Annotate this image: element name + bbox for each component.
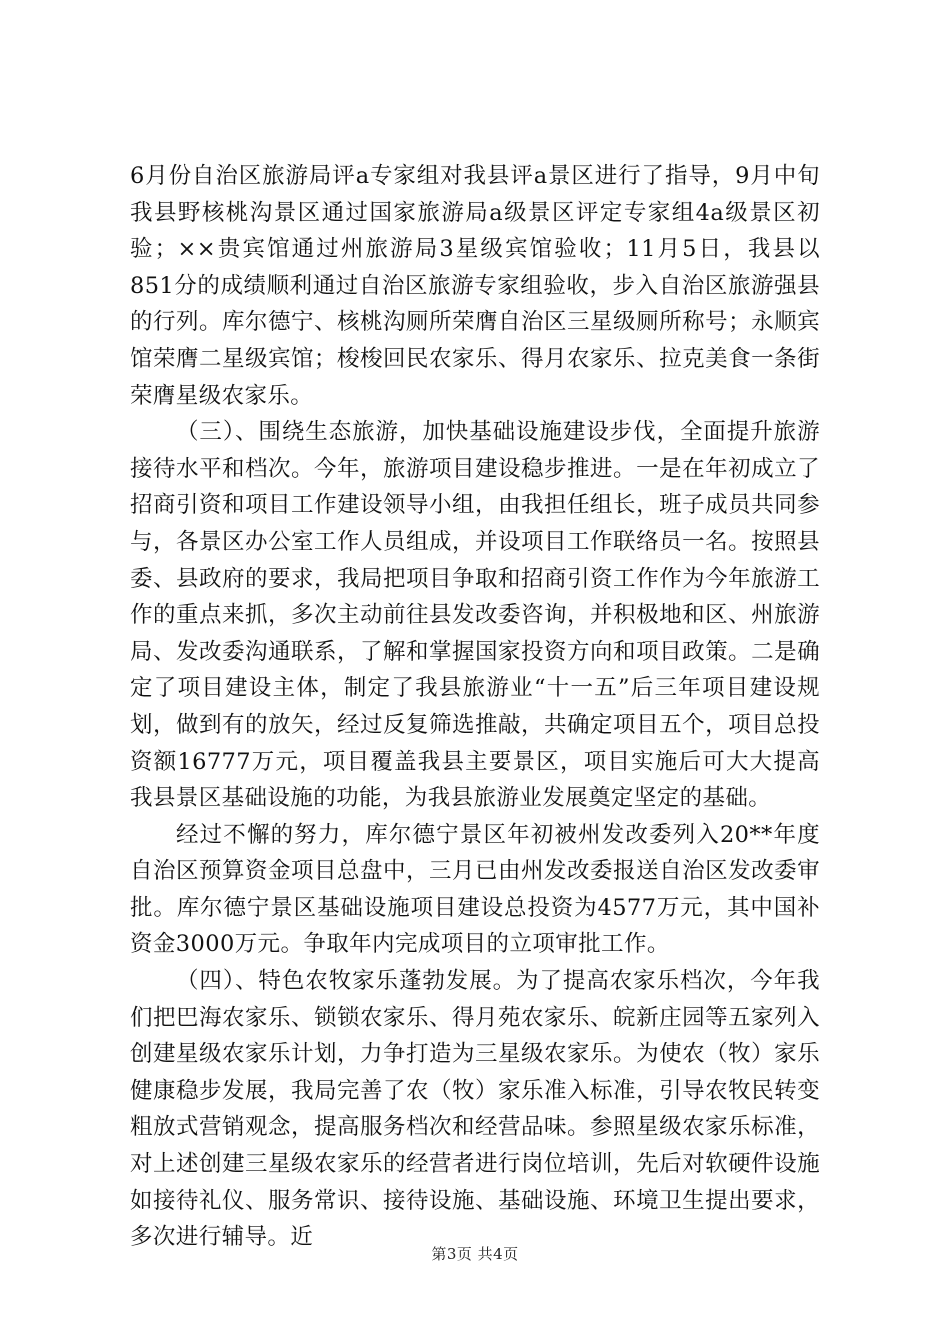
paragraph-kuerdening-project: 经过不懈的努力，库尔德宁景区年初被州发改委列入20**年度自治区预算资金项目总盘中，三月已由州发改委报送自治区发改委审批。库尔德宁景区基础设施项目建设总投资为4577万元，其中国补资金3000万元。争取年内完成项目的立项审批工作。 (130, 821, 820, 958)
document-body (130, 158, 820, 1256)
paragraph-section-four: （四）、特色农牧家乐蓬勃发展。为了提高农家乐档次，今年我们把巴海农家乐、锁锁农家乐、得月苑农家乐、皖新庄园等五家列入创建星级农家乐计划，力争打造为三星级农家乐。为使农（牧）家乐健康稳步发展，我局完善了农（牧）家乐准入标准，引导农牧民转变粗放式营销观念，提高服务档次和经营品味。参照星级农家乐标准，对上述创建三星级农家乐的经营者进行岗位培训，先后对软硬件设施如接待礼仪、服务常识、接待设施、基础设施、环境卫生提出要求，多次进行辅导。近 (130, 968, 820, 1251)
paragraph-section-three: （三）、围绕生态旅游，加快基础设施建设步伐，全面提升旅游接待水平和档次。今年，旅游项目建设稳步推进。一是在年初成立了招商引资和项目工作建设领导小组，由我担任组长，班子成员共同参与，各景区办公室工作人员组成，并设项目工作联络员一名。按照县委、县政府的要求，我局把项目争取和招商引资工作作为今年旅游工作的重点来抓，多次主动前往县发改委咨询，并积极地和区、州旅游局、发改委沟通联系，了解和掌握国家投资方向和项目政策。二是确定了项目建设主体，制定了我县旅游业“十一五”后三年项目建设规划，做到有的放矢，经过反复筛选推敲，共确定项目五个，项目总投资额16777万元，项目覆盖我县主要景区，项目实施后可大大提高我县景区基础设施的功能，为我县旅游业发展奠定坚定的基础。 (130, 419, 820, 812)
paragraph-continuation: 6月份自治区旅游局评a专家组对我县评a景区进行了指导，9月中旬我县野核桃沟景区通过国家旅游局a级景区评定专家组4a级景区初验；××贵宾馆通过州旅游局3星级宾馆验收；11月5日，我县以851分的成绩顺利通过自治区旅游专家组验收，步入自治区旅游强县的行列。库尔德宁、核桃沟厕所荣膺自治区三星级厕所称号；永顺宾馆荣膺二星级宾馆；梭梭回民农家乐、得月农家乐、拉克美食一条街荣膺星级农家乐。 (130, 163, 820, 409)
page-number-footer: 第3页 共4页 (431, 1245, 519, 1263)
